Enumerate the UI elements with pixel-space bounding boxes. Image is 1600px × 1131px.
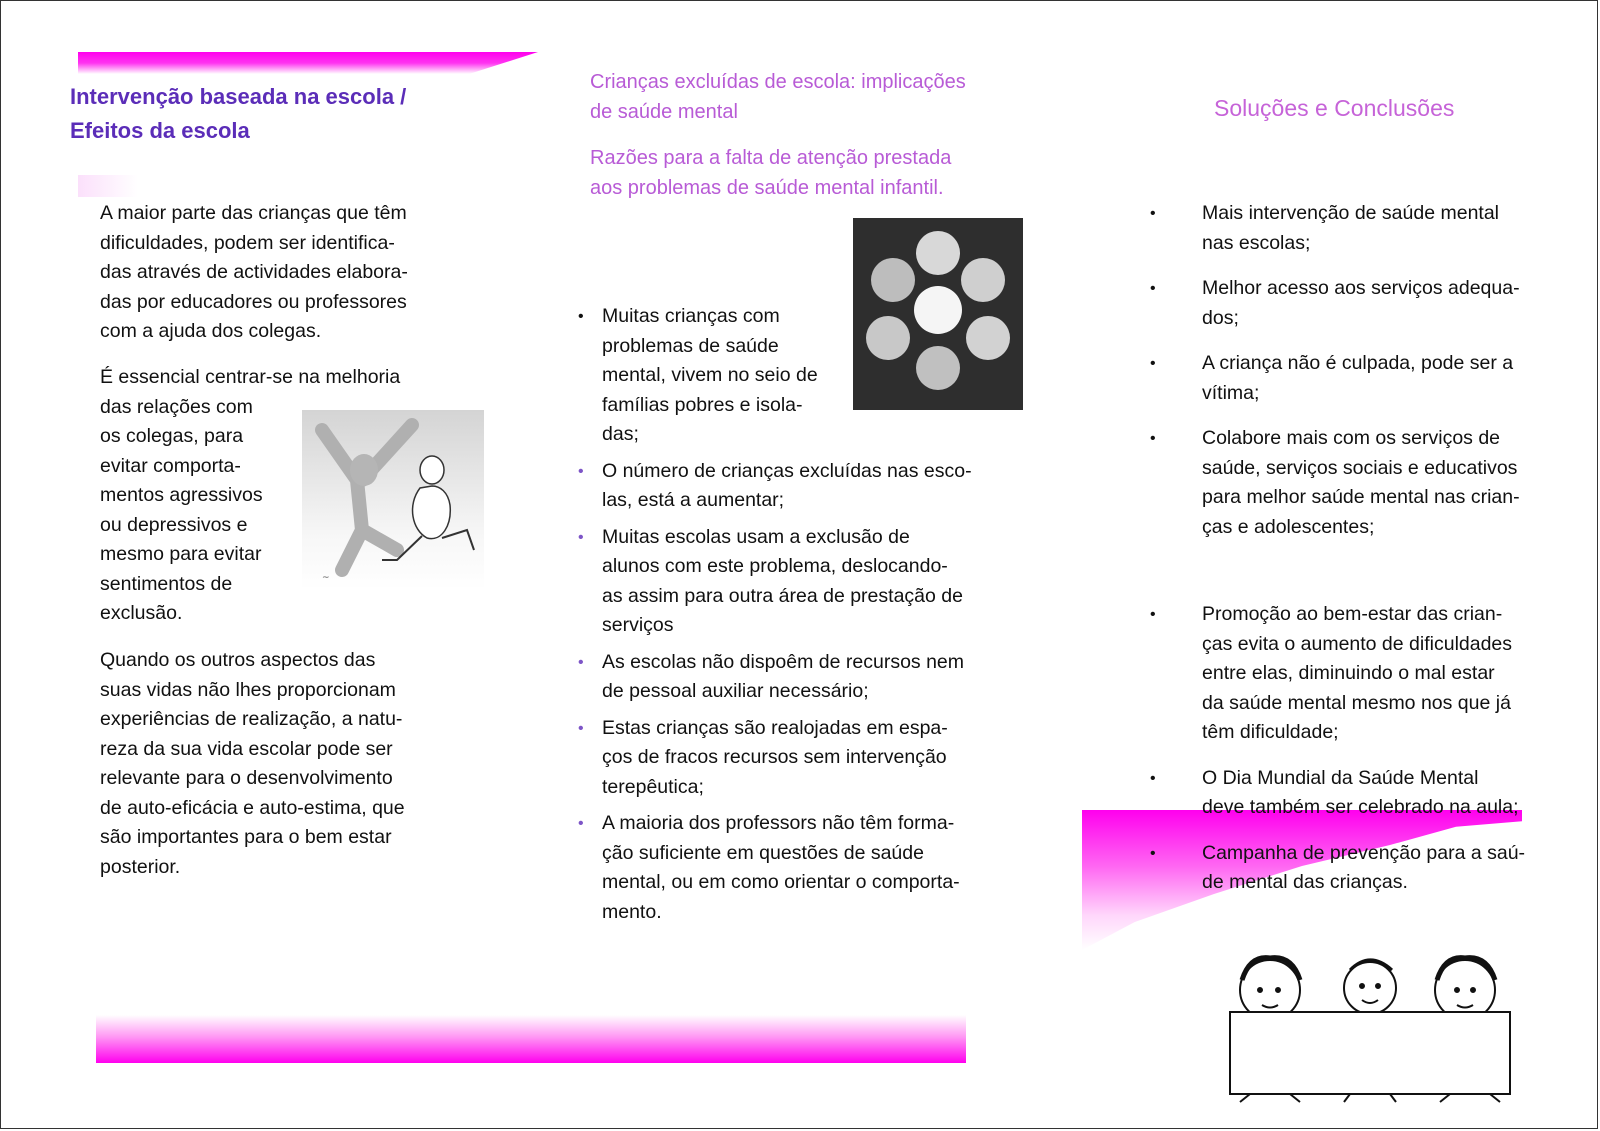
text-line: mentos agressivos <box>100 484 263 506</box>
col3-title: Soluções e Conclusões <box>1214 95 1455 121</box>
heading-line: Crianças excluídas de escola: implicações <box>590 71 966 93</box>
list-item <box>1150 839 1560 898</box>
list-item <box>578 457 1018 516</box>
children-holding-sign-illustration <box>1220 950 1520 1105</box>
text-line: terepêutica; <box>602 775 704 798</box>
bullet-icon: • <box>578 462 584 480</box>
text-line: da saúde mental mesmo nos que já <box>1202 691 1511 714</box>
text-line: das relações com <box>100 395 253 418</box>
heading-line: de saúde mental <box>590 100 738 123</box>
text-line: de mental das crianças. <box>1202 871 1408 893</box>
magenta-band-bottom <box>96 1015 966 1063</box>
bullet-icon: • <box>578 815 584 832</box>
bullet-icon: • <box>578 528 584 546</box>
col1-title-line: Intervenção baseada na escola / <box>70 84 407 109</box>
text-line: serviços <box>602 614 674 636</box>
text-line: mento. <box>602 900 662 923</box>
col1-paragraph-1 <box>100 199 450 347</box>
bullet-icon: • <box>1150 844 1156 862</box>
text-line: para melhor saúde mental nas crian- <box>1202 486 1520 508</box>
text-line: A maior parte das crianças que têm <box>100 202 407 224</box>
text-line: Campanha de prevenção para a saú- <box>1202 841 1526 864</box>
list-item <box>578 648 1018 707</box>
list-item <box>1150 424 1560 542</box>
list-item <box>1150 199 1560 258</box>
list-item <box>578 809 1018 927</box>
list-item <box>578 523 1018 641</box>
bullet-icon: • <box>1150 280 1156 297</box>
text-line: os colegas, para <box>100 425 244 447</box>
magenta-fade-accent <box>78 175 138 197</box>
text-line: exclusão. <box>100 602 183 624</box>
text-line: mesmo para evitar <box>100 543 262 565</box>
text-line: entre elas, diminuindo o mal estar <box>1202 662 1495 684</box>
text-line: famílias pobres e isola- <box>602 393 803 416</box>
text-line: ças e adolescentes; <box>1202 515 1375 538</box>
svg-text:~: ~ <box>322 573 330 583</box>
list-item <box>1150 349 1560 408</box>
magenta-band-top <box>78 52 538 74</box>
heading-line: Razões para a falta de atenção prestada <box>590 147 952 169</box>
text-line: Muitas crianças com <box>602 305 780 327</box>
text-line: Melhor acesso aos serviços adequa- <box>1202 277 1520 299</box>
list-item <box>1150 764 1560 823</box>
bullet-icon: • <box>578 653 584 671</box>
text-line: suas vidas não lhes proporcionam <box>100 678 396 701</box>
heading-line: aos problemas de saúde mental infantil. <box>590 176 944 199</box>
text-line: relevante para o desenvolvimento <box>100 767 393 789</box>
bullet-icon: • <box>1150 769 1156 787</box>
bullet-icon: • <box>1150 355 1156 372</box>
col3-bullet-list <box>1150 199 1560 914</box>
list-item <box>1150 274 1560 333</box>
text-line: Mais intervenção de saúde mental <box>1202 202 1500 224</box>
col1-paragraph-3 <box>100 646 450 882</box>
text-line: evitar comporta- <box>100 454 241 477</box>
text-line: A maioria dos professors não têm forma- <box>602 812 955 834</box>
col1-title-line: Efeitos da escola <box>70 118 250 143</box>
text-line: Quando os outros aspectos das <box>100 649 376 671</box>
col2-heading-1 <box>590 68 1010 127</box>
text-line: das por educadores ou professores <box>100 290 407 313</box>
child-shadow-illustration <box>302 410 484 590</box>
bullet-icon: • <box>1150 606 1156 623</box>
text-line: problemas de saúde <box>602 334 779 357</box>
text-line: com a ajuda dos colegas. <box>100 320 322 342</box>
text-line: experiências de realização, a natu- <box>100 708 403 730</box>
text-line: O número de crianças excluídas nas esco- <box>602 459 972 482</box>
text-line: ças evita o aumento de dificuldades <box>1202 632 1513 655</box>
text-line: posterior. <box>100 855 181 878</box>
col2-heading-2 <box>590 144 1010 203</box>
text-line: As escolas não dispoêm de recursos nem <box>602 650 965 673</box>
text-line: nas escolas; <box>1202 231 1311 254</box>
text-line: dificuldades, podem ser identifica- <box>100 231 395 254</box>
text-line: ços de fracos recursos sem intervenção <box>602 746 947 768</box>
list-item <box>578 714 1018 803</box>
text-line: das; <box>602 423 639 445</box>
text-line: ou depressivos e <box>100 513 248 536</box>
text-line: de auto-eficácia e auto-estima, que <box>100 796 405 819</box>
text-line: ção suficiente em questões de saúde <box>602 841 924 864</box>
text-line: são importantes para o bem estar <box>100 826 392 848</box>
text-line: das através de actividades elabora- <box>100 261 408 283</box>
text-line: mental, vivem no seio de <box>602 364 818 386</box>
col2-bullet-list <box>578 302 1018 934</box>
text-line: É essencial centrar-se na melhoria <box>100 366 401 388</box>
list-item <box>1150 600 1560 748</box>
text-line: têm dificuldade; <box>1202 721 1339 743</box>
text-line: Promoção ao bem-estar das crian- <box>1202 603 1503 625</box>
text-line: de pessoal auxiliar necessário; <box>602 680 869 702</box>
text-line: Muitas escolas usam a exclusão de <box>602 525 910 548</box>
text-line: alunos com este problema, deslocando- <box>602 555 948 577</box>
text-line: vítima; <box>1202 381 1260 404</box>
bullet-icon: • <box>1150 205 1156 222</box>
text-line: las, está a aumentar; <box>602 489 785 511</box>
col1-title <box>70 80 470 148</box>
text-line: saúde, serviços sociais e educativos <box>1202 456 1518 479</box>
text-line: mental, ou em como orientar o comporta- <box>602 871 960 893</box>
text-line: Colabore mais com os serviços de <box>1202 427 1501 449</box>
text-line: sentimentos de <box>100 572 233 595</box>
bullet-icon: • <box>578 719 584 737</box>
text-line: A criança não é culpada, pode ser a <box>1202 352 1514 374</box>
text-line: dos; <box>1202 306 1239 329</box>
text-line: as assim para outra área de prestação de <box>602 584 963 607</box>
text-line: deve também ser celebrado na aula; <box>1202 796 1519 818</box>
text-line: Estas crianças são realojadas em espa- <box>602 716 948 739</box>
text-line: reza da sua vida escolar pode ser <box>100 737 393 760</box>
bullet-icon: • <box>1150 430 1156 447</box>
text-line: O Dia Mundial da Saúde Mental <box>1202 766 1479 789</box>
list-item <box>578 302 857 450</box>
bullet-icon: • <box>578 308 584 325</box>
